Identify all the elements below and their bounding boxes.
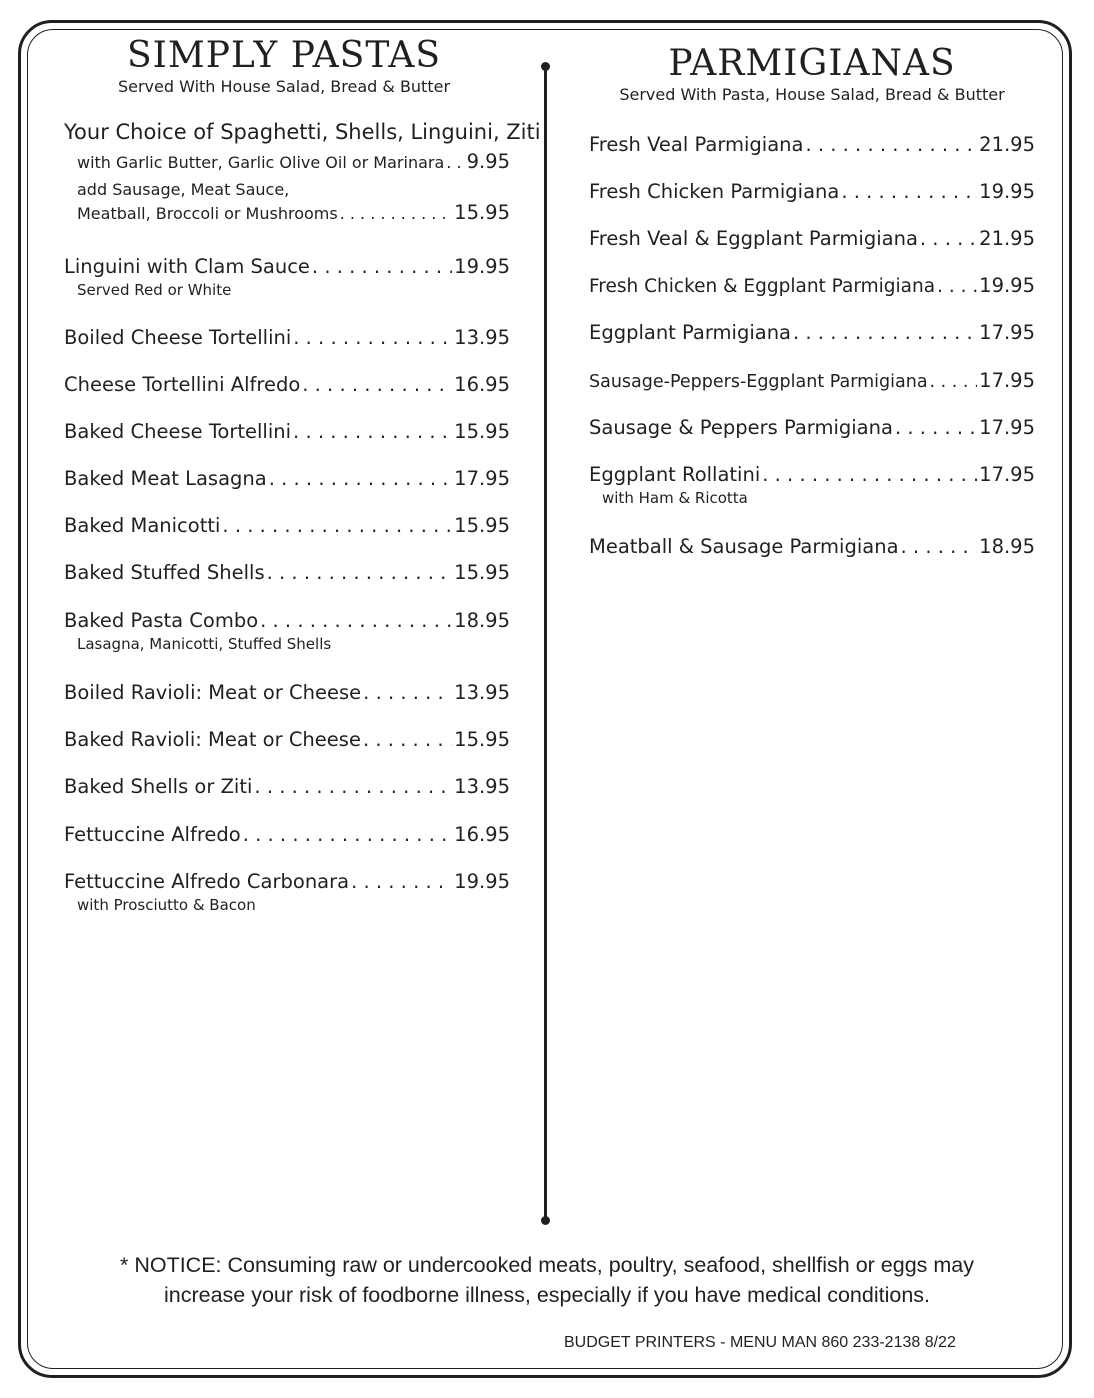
menu-item: [589, 534, 1035, 560]
dot-leader: [805, 132, 977, 158]
menu-item: [589, 368, 1035, 395]
dot-leader: [293, 325, 452, 351]
dot-leader: [363, 727, 452, 753]
item-name: Meatball & Sausage Parmigiana: [589, 535, 899, 558]
menu-item: [64, 372, 510, 398]
item-price: 21.95: [979, 227, 1035, 250]
menu-item: [64, 466, 510, 492]
dot-leader: [254, 774, 452, 800]
item-name: Boiled Cheese Tortellini: [64, 326, 292, 349]
item-name: Baked Stuffed Shells: [64, 561, 265, 584]
item-price: 15.95: [454, 728, 510, 751]
item-price: 17.95: [454, 467, 510, 490]
menu-item: [64, 513, 510, 539]
menu-item: [64, 254, 510, 300]
item-name: Fresh Veal & Eggplant Parmigiana: [589, 227, 918, 250]
item-price: 16.95: [454, 823, 510, 846]
section-subtitle: Served With Pasta, House Salad, Bread & Butter: [619, 85, 1005, 104]
dot-leader: [363, 680, 452, 706]
menu-item: [589, 132, 1035, 158]
divider-top-dot: [541, 62, 550, 71]
menu-item: [64, 869, 510, 915]
item-name: Eggplant Parmigiana: [589, 321, 791, 344]
item-desc: Lasagna, Manicotti, Stuffed Shells: [77, 635, 332, 653]
dot-leader: [930, 369, 978, 395]
item-name: Baked Ravioli: Meat or Cheese: [64, 728, 361, 751]
printer-credit: BUDGET PRINTERS - MENU MAN 860 233-2138 8/22: [564, 1334, 956, 1351]
menu-item: [64, 774, 510, 800]
item-name: Sausage & Peppers Parmigiana: [589, 416, 893, 439]
item-price: 17.95: [979, 369, 1035, 392]
section-title: PARMIGIANAS: [668, 43, 956, 84]
dot-leader: [243, 822, 452, 848]
item-price: 19.95: [979, 180, 1035, 203]
column-divider: [544, 66, 547, 1220]
dot-leader: [937, 274, 977, 300]
notice-line-1: * NOTICE: Consuming raw or undercooked meats, poultry, seafood, shellfish or eggs may: [119, 1253, 975, 1277]
section-subtitle: Served With House Salad, Bread & Butter: [117, 77, 451, 96]
item-price: 13.95: [454, 326, 510, 349]
item-price: 13.95: [454, 775, 510, 798]
dot-leader: [901, 534, 978, 560]
divider-bottom-dot: [541, 1216, 550, 1225]
dot-leader: [351, 869, 452, 895]
option-price: 9.95: [466, 150, 510, 173]
dot-leader: [302, 372, 452, 398]
item-name: Baked Pasta Combo: [64, 609, 259, 632]
dot-leader: [269, 466, 452, 492]
item-desc: Served Red or White: [77, 281, 232, 299]
item-name: Fresh Chicken Parmigiana: [589, 180, 840, 203]
item-price: 18.95: [454, 609, 510, 632]
food-safety-notice: [40, 1250, 1054, 1310]
item-name: Baked Cheese Tortellini: [64, 420, 292, 443]
item-name: Your Choice of Spaghetti, Shells, Linguini, Ziti: [64, 120, 541, 144]
menu-item: [64, 822, 510, 848]
dot-leader: [895, 415, 977, 441]
item-price: 17.95: [979, 416, 1035, 439]
notice-line-2: increase your risk of foodborne illness, especially if you have medical conditions.: [163, 1283, 931, 1307]
item-desc: with Prosciutto & Bacon: [77, 896, 256, 914]
item-name: Fresh Chicken & Eggplant Parmigiana: [589, 276, 936, 297]
item-price: 15.95: [454, 514, 510, 537]
dot-leader: [841, 179, 977, 205]
menu-item: [589, 226, 1035, 252]
item-name: Sausage-Peppers-Eggplant Parmigiana: [589, 372, 928, 392]
dot-leader: [920, 226, 977, 252]
item-price: 15.95: [454, 420, 510, 443]
dot-leader: [293, 419, 452, 445]
item-name: Fettuccine Alfredo: [64, 823, 241, 846]
dot-leader: [267, 560, 453, 586]
parmigianas-section: [589, 43, 1035, 558]
item-name: Fresh Veal Parmigiana: [589, 133, 804, 156]
menu-item: [589, 415, 1035, 441]
option-name: with Garlic Butter, Garlic Olive Oil or Marinara: [77, 153, 445, 172]
item-name-row: [64, 119, 541, 145]
item-price: 13.95: [454, 681, 510, 704]
simply-pastas-section: [64, 35, 541, 914]
menu-item: [64, 680, 510, 706]
menu-item: [64, 608, 510, 654]
item-name: Fettuccine Alfredo Carbonara: [64, 870, 350, 893]
menu-item-choice-pasta: [64, 119, 541, 227]
item-price: 16.95: [454, 373, 510, 396]
item-name: Baked Meat Lasagna: [64, 467, 267, 490]
option-name: Meatball, Broccoli or Mushrooms: [77, 204, 338, 223]
menu-item: [64, 560, 510, 586]
menu-item: [64, 419, 510, 445]
dot-leader: [222, 513, 452, 539]
menu-item: [64, 727, 510, 753]
dot-leader: [312, 254, 452, 280]
menu-item: [589, 273, 1035, 300]
menu-item: [589, 179, 1035, 205]
item-price: 17.95: [979, 463, 1035, 486]
option-desc: add Sausage, Meat Sauce,: [77, 180, 290, 199]
menu-item: [64, 325, 510, 351]
item-name: Eggplant Rollatini: [589, 463, 761, 486]
dot-leader: [793, 320, 977, 346]
item-option-row: [64, 149, 510, 176]
item-price: 21.95: [979, 133, 1035, 156]
option-price: 15.95: [454, 201, 510, 224]
item-price: 19.95: [979, 274, 1035, 297]
item-desc: with Ham & Ricotta: [602, 489, 748, 507]
item-option-row: [64, 200, 510, 227]
dot-leader: [260, 608, 452, 634]
section-title: SIMPLY PASTAS: [126, 35, 442, 76]
item-name: Baked Shells or Ziti: [64, 775, 253, 798]
item-name: Cheese Tortellini Alfredo: [64, 373, 301, 396]
item-name: Baked Manicotti: [64, 514, 221, 537]
dot-leader: [446, 150, 464, 176]
item-name: Linguini with Clam Sauce: [64, 255, 310, 278]
dot-leader: [340, 201, 452, 227]
item-price: 15.95: [454, 561, 510, 584]
item-name: Boiled Ravioli: Meat or Cheese: [64, 681, 362, 704]
menu-item: [589, 320, 1035, 346]
item-price: 19.95: [454, 870, 510, 893]
item-price: 19.95: [454, 255, 510, 278]
dot-leader: [762, 462, 977, 488]
item-price: 18.95: [979, 535, 1035, 558]
item-price: 17.95: [979, 321, 1035, 344]
menu-item: [589, 462, 1035, 508]
